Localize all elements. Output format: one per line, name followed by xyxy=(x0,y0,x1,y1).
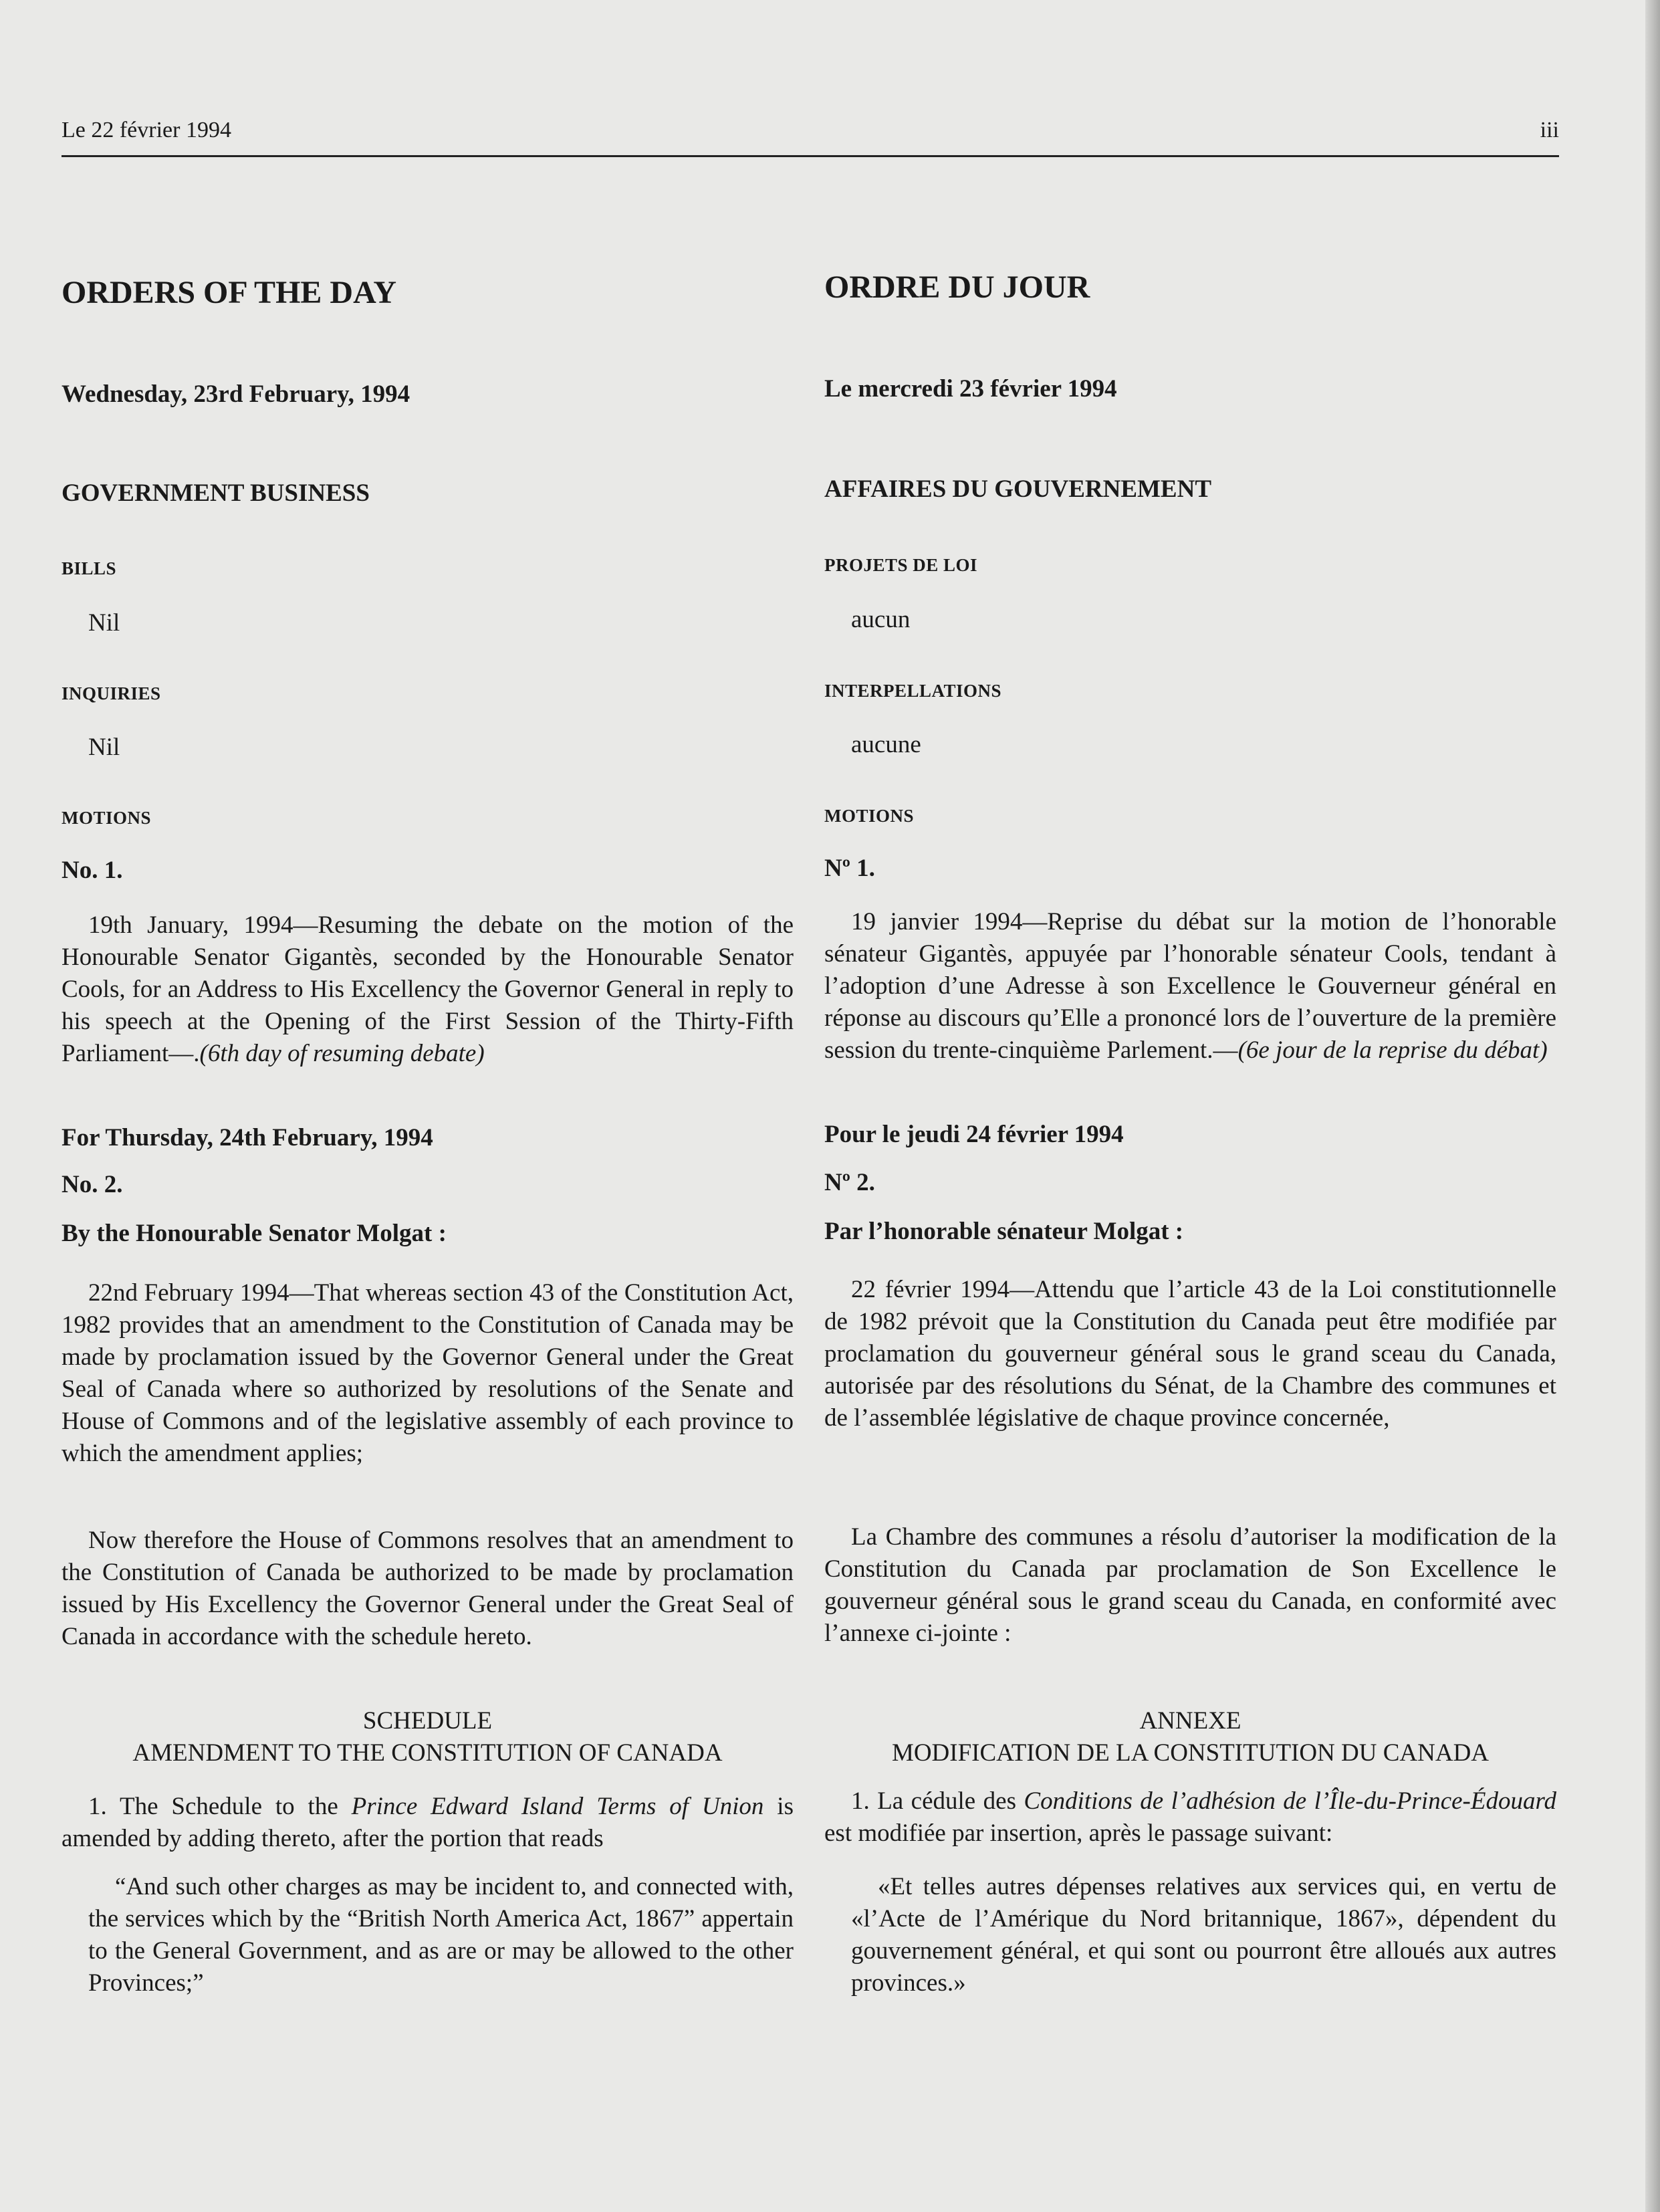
motion-2-whereas: 22nd February 1994—That whereas section 43 of the Constitution Act, 1982 provides that an amendment to the Constitution of Canada may be made by proclamation issued by the Governor General under the Great Seal of Canada where so authorized by resolutions of the Senate and House of Commons and of the legislative assembly of each province to which the amendment applies; xyxy=(62,1279,794,1467)
motion-number-1: No. 1. xyxy=(62,857,123,884)
running-head-date: Le 22 février 1994 xyxy=(62,118,231,142)
bills-value-fr: aucun xyxy=(851,606,911,633)
schedule-subtitle: AMENDMENT TO THE CONSTITUTION OF CANADA xyxy=(132,1739,723,1767)
motions-heading: MOTIONS xyxy=(62,808,152,828)
page-edge xyxy=(1645,0,1660,2212)
motion-number-1-fr: Nº 1. xyxy=(824,855,875,882)
bills-heading: BILLS xyxy=(62,558,117,578)
schedule-title-fr: ANNEXE xyxy=(1139,1707,1241,1735)
page-title: ORDERS OF THE DAY xyxy=(62,275,396,310)
running-head xyxy=(62,118,1559,157)
page-number: iii xyxy=(1540,118,1559,142)
motion-2-sponsor-fr: Par l’honorable sénateur Molgat : xyxy=(824,1218,1184,1245)
schedule-quote: “And such other charges as may be incident to, and connected with, the services which by the “British North America Act, 1867” appertain to the General Government, and as are or may be allowed to the other Provinces;” xyxy=(88,1873,794,1997)
motion-1-text-fr: 19 janvier 1994—Reprise du débat sur la motion de l’honorable sénateur Gigantès, appuyée par l’honorable sénateur Cools, tendant à l’adoption d’une Adresse à son Excellence le Gouverneur général en réponse au discours qu’Elle a prononcé lors de l’ouverture de la première session du trente-cinquième Parlement.—(6e jour de la reprise du débat) xyxy=(824,908,1556,1064)
motion-number-2-fr: Nº 2. xyxy=(824,1169,875,1196)
page-title-fr: ORDRE DU JOUR xyxy=(824,269,1090,305)
schedule-quote-fr: «Et telles autres dépenses relatives aux services qui, en vertu de «l’Acte de l’Amérique du Nord britannique, 1867», dépendent du gouvernement général, et qui sont ou pourront être alloués aux autres provinces.» xyxy=(851,1873,1556,1997)
motion-number-2: No. 2. xyxy=(62,1171,123,1198)
inquiries-heading-fr: INTERPELLATIONS xyxy=(824,681,1002,701)
bills-value: Nil xyxy=(88,609,120,637)
for-date: For Thursday, 24th February, 1994 xyxy=(62,1124,433,1151)
schedule-title: SCHEDULE xyxy=(362,1707,493,1735)
schedule-clause-1-fr: 1. La cédule des Conditions de l’adhésion de l’Île-du-Prince-Édouard est modifiée par insertion, après le passage suivant: xyxy=(824,1787,1556,1847)
inquiries-heading: INQUIRIES xyxy=(62,683,161,703)
motion-2-resolution-fr: La Chambre des communes a résolu d’autoriser la modification de la Constitution du Canada par proclamation de Son Excellence le gouverneur général sous le grand sceau du Canada, en conformité avec l’annexe ci-jointe : xyxy=(824,1523,1556,1647)
section-heading: GOVERNMENT BUSINESS xyxy=(62,479,370,507)
section-heading-fr: AFFAIRES DU GOUVERNEMENT xyxy=(824,475,1212,503)
motion-1-text: 19th January, 1994—Resuming the debate on the motion of the Honourable Senator Gigantès, seconded by the Honourable Senator Cools, for an Address to His Excellency the Governor General in reply to his speech at the Opening of the First Session of the Thirty-Fifth Parliament—.(6th day of resuming debate) xyxy=(62,911,794,1067)
inquiries-value-fr: aucune xyxy=(851,731,921,758)
motion-2-whereas-fr: 22 février 1994—Attendu que l’article 43 de la Loi constitutionnelle de 1982 prévoit que la Constitution du Canada peut être modifiée par proclamation du gouverneur général sous le grand sceau du Canada, autorisée par des résolutions du Sénat, de la Chambre des communes et de l’assemblée législative de chaque province concernée, xyxy=(824,1276,1556,1432)
sitting-date: Wednesday, 23rd February, 1994 xyxy=(62,380,410,408)
bills-heading-fr: PROJETS DE LOI xyxy=(824,555,978,575)
schedule-subtitle-fr: MODIFICATION DE LA CONSTITUTION DU CANADA xyxy=(891,1739,1490,1767)
inquiries-value: Nil xyxy=(88,734,120,761)
motion-2-resolution: Now therefore the House of Commons resolves that an amendment to the Constitution of Canada be authorized to be made by proclamation issued by His Excellency the Governor General under the Great Seal of Canada in accordance with the schedule hereto. xyxy=(62,1527,794,1650)
motions-heading-fr: MOTIONS xyxy=(824,806,915,826)
schedule-clause-1: 1. The Schedule to the Prince Edward Island Terms of Union is amended by adding thereto, after the portion that reads xyxy=(62,1793,794,1852)
for-date-fr: Pour le jeudi 24 février 1994 xyxy=(824,1121,1124,1148)
motion-2-sponsor: By the Honourable Senator Molgat : xyxy=(62,1220,447,1247)
sitting-date-fr: Le mercredi 23 février 1994 xyxy=(824,375,1117,403)
